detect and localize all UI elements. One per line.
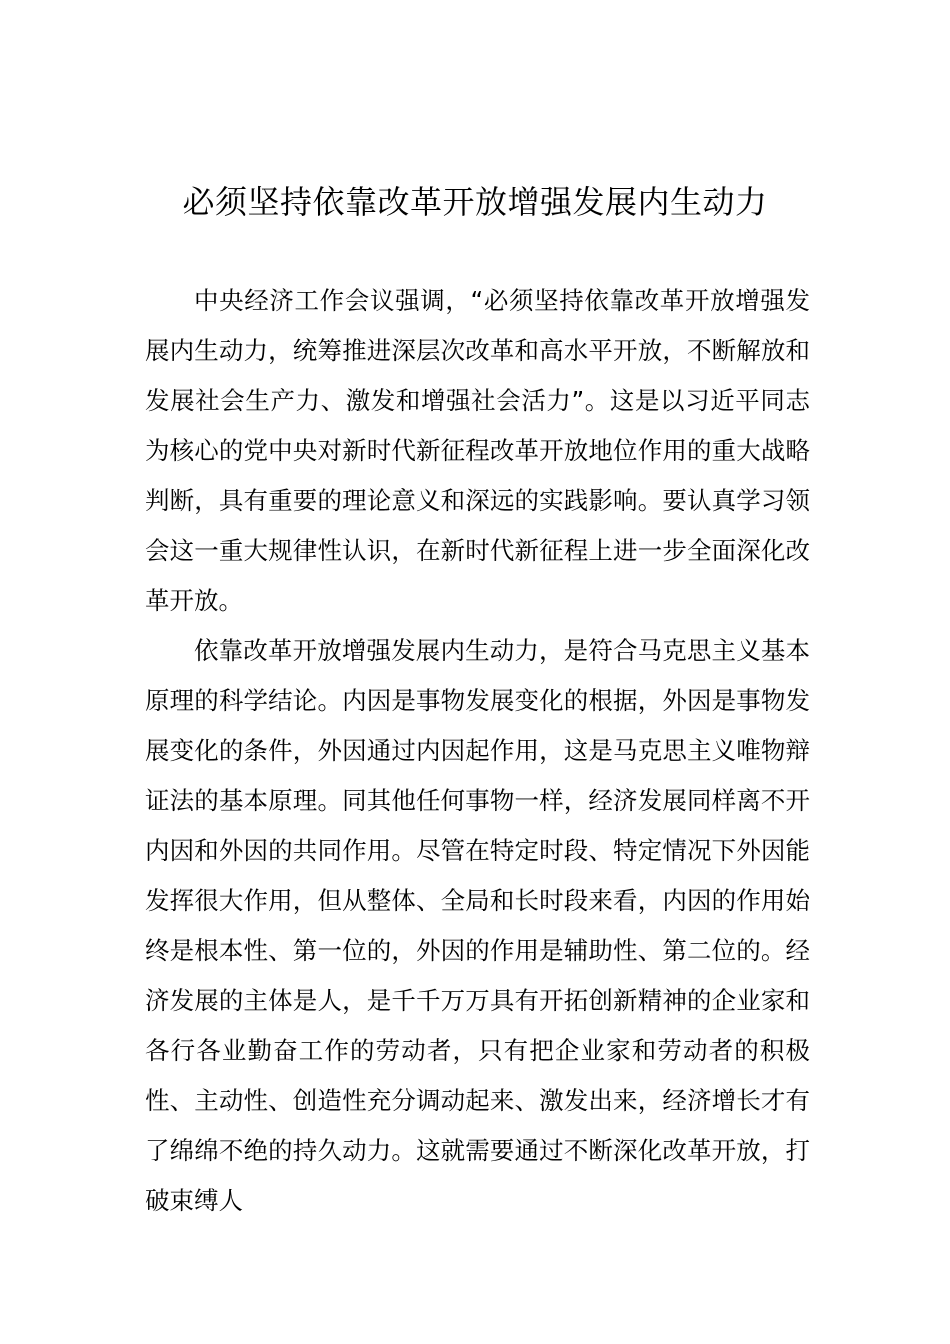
document-title: 必须坚持依靠改革开放增强发展内生动力 xyxy=(182,183,768,221)
document-body xyxy=(145,276,810,1226)
paragraph-2: 依靠改革开放增强发展内生动力，是符合马克思主义基本原理的科学结论。内因是事物发展变化的根据，外因是事物发展变化的条件，外因通过内因起作用，这是马克思主义唯物辩证法的基本原理。同其他任何事物一样，经济发展同样离不开内因和外因的共同作用。尽管在特定时段、特定情况下外因能发挥很大作用，但从整体、全局和长时段来看，内因的作用始终是根本性、第一位的，外因的作用是辅助性、第二位的。经济发展的主体是人，是千千万万具有开拓创新精神的企业家和各行各业勤奋工作的劳动者，只有把企业家和劳动者的积极性、主动性、创造性充分调动起来、激发出来，经济增长才有了绵绵不绝的持久动力。这就需要通过不断深化改革开放，打破束缚人 xyxy=(145,636,810,1215)
paragraph-1: 中央经济工作会议强调，“必须坚持依靠改革开放增强发展内生动力，统筹推进深层次改革和高水平开放，不断解放和发展社会生产力、激发和增强社会活力”。这是以习近平同志为核心的党中央对新时代新征程改革开放地位作用的重大战略判断，具有重要的理论意义和深远的实践影响。要认真学习领会这一重大规律性认识，在新时代新征程上进一步全面深化改革开放。 xyxy=(145,286,810,615)
